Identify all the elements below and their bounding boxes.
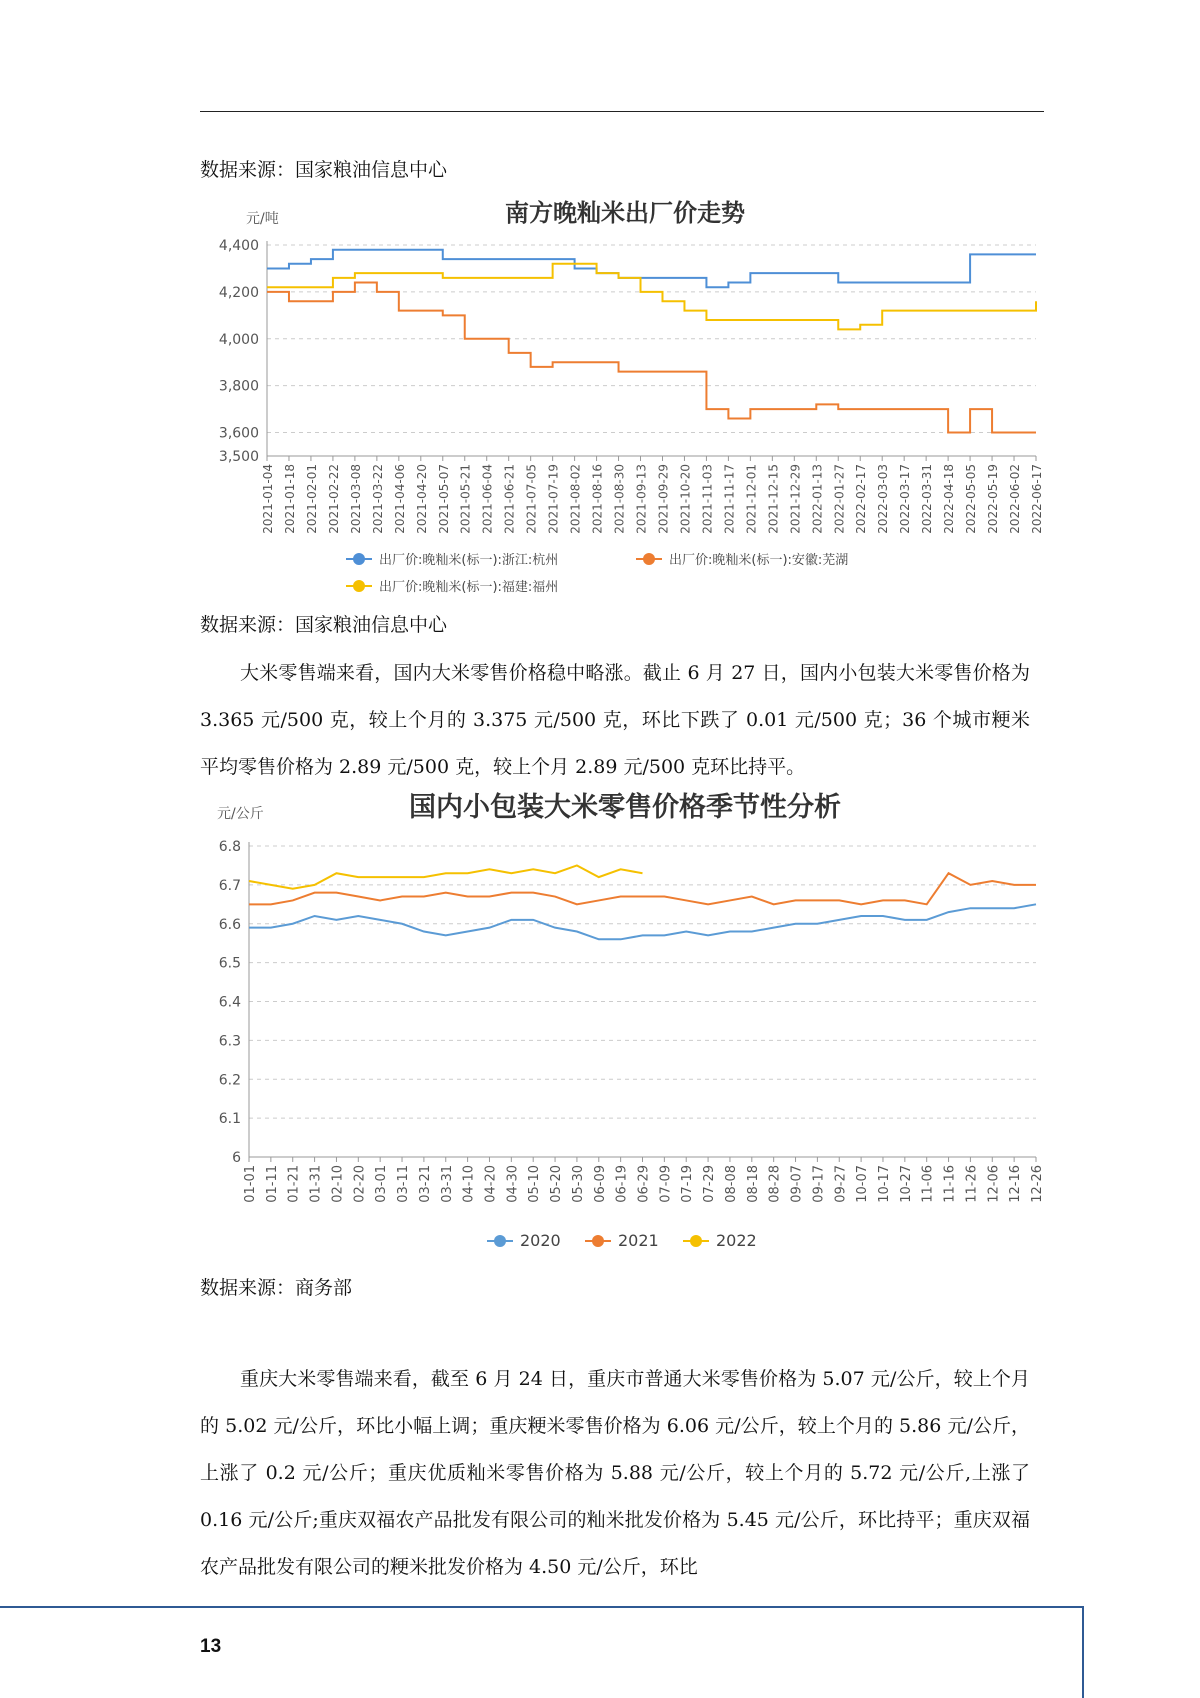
x-tick-label: 2022-03-03	[876, 464, 891, 534]
x-tick-label: 2021-02-22	[326, 464, 341, 534]
x-tick-label: 05-10	[527, 1165, 543, 1203]
x-tick-label: 2022-02-17	[854, 464, 869, 534]
data-source-label: 数据来源：国家粮油信息中心	[200, 614, 448, 636]
y-axis-unit: 元/吨	[246, 211, 279, 227]
chart-retail-rice-seasonal	[200, 792, 1050, 1268]
x-tick-label: 01-11	[264, 1165, 280, 1203]
legend-label: 2020	[520, 1231, 561, 1250]
y-tick-label: 6.8	[218, 839, 241, 855]
x-tick-label: 2021-09-29	[656, 464, 671, 534]
legend-marker	[690, 1235, 702, 1247]
x-tick-label: 01-01	[243, 1165, 258, 1203]
x-tick-label: 2021-07-05	[524, 464, 539, 534]
x-tick-label: 2021-08-16	[590, 464, 605, 534]
x-tick-label: 08-08	[723, 1165, 739, 1203]
x-tick-label: 11-26	[964, 1165, 980, 1203]
x-tick-label: 2021-06-04	[480, 464, 495, 534]
y-tick-label: 3,500	[218, 449, 259, 465]
page-number: 13	[200, 1636, 222, 1657]
x-tick-label: 2021-11-03	[700, 464, 715, 534]
legend-label: 出厂价:晚籼米(标一):安徽:芜湖	[669, 553, 849, 568]
legend-label: 2021	[618, 1231, 659, 1250]
legend-marker	[353, 580, 365, 592]
y-axis-unit: 元/公斤	[217, 806, 264, 822]
chart-title: 国内小包装大米零售价格季节性分析	[409, 792, 841, 823]
y-tick-label: 6.4	[218, 994, 241, 1011]
x-tick-label: 2021-01-04	[261, 464, 275, 534]
legend-marker	[494, 1235, 506, 1247]
paragraph-retail-rice: 大米零售端来看，国内大米零售价格稳中略涨。截止 6 月 27 日，国内小包装大米零售价格为 3.365 元/500 克，较上个月的 3.375 元/500 克，环比下跌了 0.01 元/500 克；36 个城市粳米平均零售价格为 2.89 元/500 克，较上个月 2.89 元/500 克环比持平。	[200, 662, 1030, 778]
x-tick-label: 12-06	[986, 1165, 1002, 1203]
series-line	[249, 904, 1036, 939]
x-tick-label: 2021-11-17	[722, 464, 737, 534]
x-tick-label: 2022-05-19	[986, 464, 1001, 534]
series-line	[267, 250, 1036, 288]
x-tick-label: 02-20	[352, 1165, 368, 1203]
y-tick-label: 3,600	[218, 425, 259, 442]
x-tick-label: 05-20	[549, 1165, 565, 1203]
y-tick-label: 6.6	[218, 916, 241, 933]
x-tick-label: 05-30	[570, 1165, 586, 1203]
x-tick-label: 2021-04-20	[414, 464, 429, 534]
data-source-label: 数据来源：商务部	[200, 1277, 353, 1299]
series-line	[267, 283, 1036, 433]
x-tick-label: 10-17	[876, 1165, 892, 1203]
y-tick-label: 4,400	[218, 238, 259, 254]
x-tick-label: 06-19	[614, 1165, 630, 1203]
x-tick-label: 06-09	[592, 1165, 608, 1203]
x-tick-label: 2021-07-19	[546, 464, 561, 534]
footer-rule-vertical	[1082, 1606, 1084, 1698]
legend-label: 2022	[716, 1231, 757, 1250]
x-tick-label: 03-21	[417, 1165, 433, 1203]
chart-title: 南方晚籼米出厂价走势	[505, 199, 745, 227]
x-tick-label: 07-09	[658, 1165, 674, 1203]
legend-label: 出厂价:晚籼米(标一):浙江:杭州	[379, 553, 559, 568]
y-tick-label: 4,200	[218, 284, 259, 301]
x-tick-label: 2021-03-22	[370, 464, 385, 534]
legend-marker	[643, 553, 655, 565]
x-tick-label: 2021-04-06	[392, 464, 407, 534]
x-tick-label: 11-16	[942, 1165, 958, 1203]
x-tick-label: 2021-12-29	[788, 464, 803, 534]
x-tick-label: 09-17	[811, 1165, 827, 1203]
x-tick-label: 09-27	[833, 1165, 849, 1203]
legend-marker	[353, 553, 365, 565]
x-tick-label: 01-31	[308, 1165, 324, 1203]
x-tick-label: 2021-12-15	[766, 464, 781, 534]
x-tick-label: 07-19	[680, 1165, 696, 1203]
x-tick-label: 01-21	[286, 1165, 302, 1203]
y-tick-label: 6.3	[218, 1033, 241, 1050]
x-tick-label: 2021-10-20	[678, 464, 693, 534]
footer-rule	[0, 1606, 1084, 1608]
x-tick-label: 03-11	[396, 1165, 412, 1203]
x-tick-label: 06-29	[636, 1165, 652, 1203]
x-tick-label: 12-26	[1030, 1165, 1045, 1203]
x-tick-label: 2021-08-30	[612, 464, 627, 534]
x-tick-label: 04-30	[505, 1165, 521, 1203]
header-rule	[200, 111, 1044, 112]
x-tick-label: 2021-05-07	[436, 464, 451, 534]
legend-label: 出厂价:晚籼米(标一):福建:福州	[379, 580, 559, 595]
x-tick-label: 2022-01-13	[810, 464, 825, 534]
y-tick-label: 6.1	[218, 1111, 241, 1128]
x-tick-label: 08-18	[745, 1165, 761, 1203]
chart-late-indica-rice-price	[200, 192, 1050, 606]
x-tick-label: 2021-12-01	[744, 464, 759, 534]
x-tick-label: 2021-03-08	[348, 464, 363, 534]
x-tick-label: 2022-04-18	[942, 464, 957, 534]
data-source-label: 数据来源：国家粮油信息中心	[200, 159, 448, 181]
series-line	[249, 865, 643, 888]
x-tick-label: 08-28	[767, 1165, 783, 1203]
x-tick-label: 2021-09-13	[634, 464, 649, 534]
x-tick-label: 2021-06-21	[502, 464, 517, 534]
x-tick-label: 2022-06-02	[1008, 464, 1023, 534]
x-tick-label: 2021-08-02	[568, 464, 583, 534]
x-tick-label: 04-10	[461, 1165, 477, 1203]
y-tick-label: 4,000	[218, 331, 259, 348]
x-tick-label: 12-16	[1008, 1165, 1024, 1203]
y-tick-label: 6	[232, 1150, 241, 1166]
x-tick-label: 04-20	[483, 1165, 499, 1203]
y-tick-label: 3,800	[218, 378, 259, 395]
x-tick-label: 2022-01-27	[832, 464, 847, 534]
series-line	[267, 264, 1036, 330]
x-tick-label: 02-10	[330, 1165, 346, 1203]
x-tick-label: 03-31	[439, 1165, 455, 1203]
x-tick-label: 2022-05-05	[964, 464, 979, 534]
y-tick-label: 6.5	[218, 955, 241, 972]
x-tick-label: 2021-01-18	[282, 464, 297, 534]
x-tick-label: 10-07	[855, 1165, 871, 1203]
x-tick-label: 11-06	[920, 1165, 936, 1203]
y-tick-label: 6.2	[218, 1072, 241, 1089]
y-tick-label: 6.7	[218, 877, 241, 894]
x-tick-label: 09-07	[789, 1165, 805, 1203]
x-tick-label: 03-01	[374, 1165, 390, 1203]
legend-marker	[592, 1235, 604, 1247]
x-tick-label: 2022-03-31	[920, 464, 935, 534]
x-tick-label: 2021-05-21	[458, 464, 473, 534]
x-tick-label: 2021-02-01	[304, 464, 319, 534]
x-tick-label: 10-27	[898, 1165, 914, 1203]
x-tick-label: 2022-03-17	[898, 464, 913, 534]
x-tick-label: 07-29	[702, 1165, 718, 1203]
x-tick-label: 2022-06-17	[1030, 464, 1044, 534]
paragraph-chongqing-rice: 重庆大米零售端来看，截至 6 月 24 日，重庆市普通大米零售价格为 5.07 元/公斤，较上个月的 5.02 元/公斤，环比小幅上调；重庆粳米零售价格为 6.06 元/公斤，较上个月的 5.86 元/公斤，上涨了 0.2 元/公斤；重庆优质籼米零售价格为 5.88 元/公斤，较上个月的 5.72 元/公斤,上涨了 0.16 元/公斤;重庆双福农产品批发有限公司的籼米批发价格为 5.45 元/公斤，环比持平；重庆双福农产品批发有限公司的粳米批发价格为 4.50 元/公斤，环比	[200, 1368, 1030, 1578]
